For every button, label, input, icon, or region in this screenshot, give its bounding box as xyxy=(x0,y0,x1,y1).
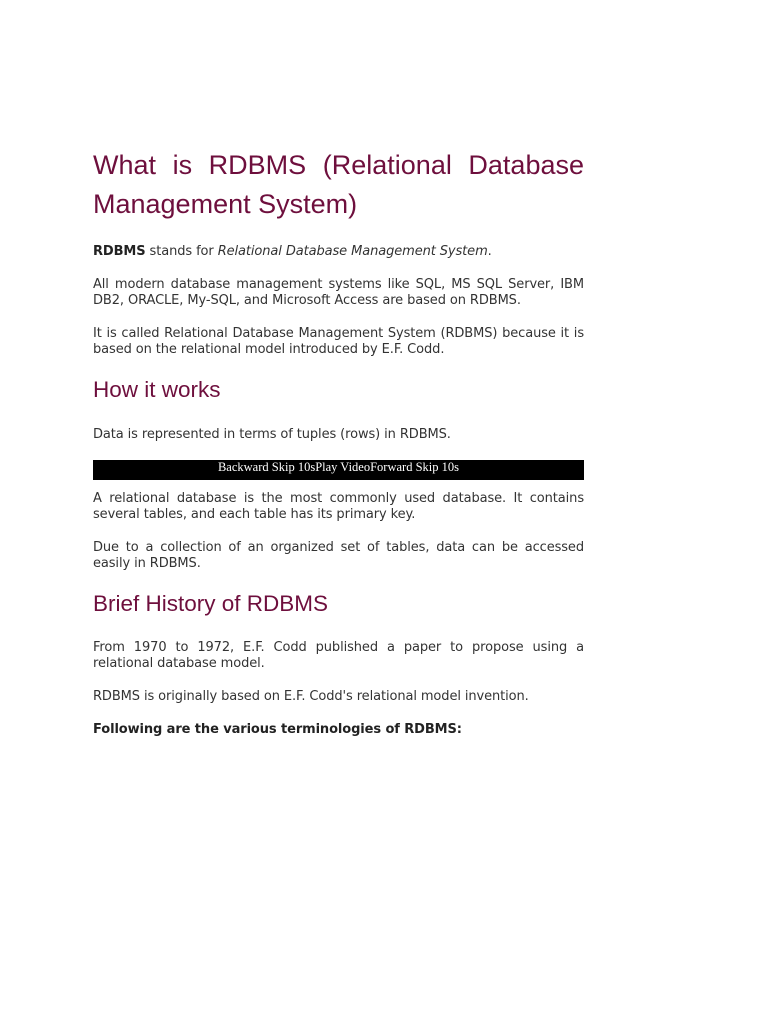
backward-skip-button[interactable]: Backward Skip 10s xyxy=(217,460,316,474)
paragraph-relational-database: A relational database is the most commonly used database. It contains several tables, and each table has its primary key. xyxy=(93,491,584,522)
video-player-controls xyxy=(93,460,584,480)
intro-term: RDBMS xyxy=(93,244,146,259)
paragraph-tuples: Data is represented in terms of tuples (rows) in RDBMS. xyxy=(93,427,451,442)
play-video-button[interactable]: Play Video xyxy=(315,460,371,474)
heading-how-it-works: How it works xyxy=(93,377,221,402)
intro-period: . xyxy=(487,244,492,259)
paragraph-1970: From 1970 to 1972, E.F. Codd published a paper to propose using a relational database model. xyxy=(93,640,584,671)
intro-paragraph xyxy=(93,244,584,260)
forward-skip-button[interactable]: Forward Skip 10s xyxy=(370,460,460,474)
paragraph-collection: Due to a collection of an organized set of tables, data can be accessed easily in RDBMS. xyxy=(93,540,584,571)
page-title: What is RDBMS (Relational Database Management System) xyxy=(93,150,584,219)
heading-brief-history: Brief History of RDBMS xyxy=(93,591,329,616)
paragraph-codd-based: RDBMS is originally based on E.F. Codd's relational model invention. xyxy=(93,689,529,704)
intro-stands-for: stands for xyxy=(145,244,218,259)
paragraph-modern-systems: All modern database management systems like SQL, MS SQL Server, IBM DB2, ORACLE, My-SQL, and Microsoft Access are based on RDBMS. xyxy=(93,277,584,308)
paragraph-terminologies-lead: Following are the various terminologies of RDBMS: xyxy=(93,722,462,737)
intro-expansion: Relational Database Management System xyxy=(217,244,488,259)
paragraph-why-called: It is called Relational Database Management System (RDBMS) because it is based on the relational model introduced by E.F. Codd. xyxy=(93,326,584,357)
